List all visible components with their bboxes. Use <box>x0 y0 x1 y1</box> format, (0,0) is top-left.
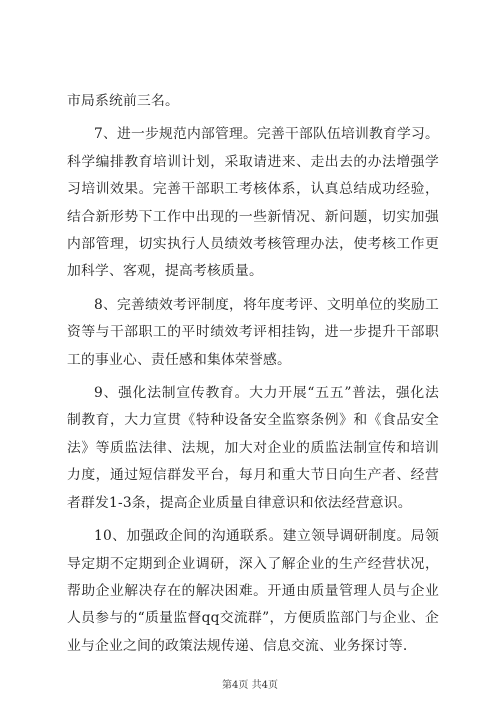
paragraph-item-9: 9、强化法制宣传教育。大力开展“五五”普法，强化法制教育，大力宣贯《特种设备安全监察条例》和《食品安全法》等质监法律、法规，加大对企业的质监法制宣传和培训力度，通过短信群发平台，每月和重大节日向生产者、经营者群发1-3条，提高企业质量自律意识和依法经营意识。 <box>67 385 439 511</box>
paragraph-item-8: 8、完善绩效考评制度，将年度考评、文明单位的奖励工资等与干部职工的平时绩效考评相挂钩，进一步提升干部职工的事业心、责任感和集体荣誉感。 <box>67 296 439 368</box>
page-footer: 第4页 共4页 <box>222 680 278 691</box>
paragraph-item-7: 7、进一步规范内部管理。完善干部队伍培训教育学习。科学编排教育培训计划，采取请进来、走出去的办法增强学习培训效果。完善干部职工考核体系，认真总结成功经验，结合新形势下工作中出现的一些新情况、新问题，切实加强内部管理，切实执行人员绩效考核管理办法，使考核工作更加科学、客观，提高考核质量。 <box>67 126 439 280</box>
paragraph-item-10: 10、加强政企间的沟通联系。建立领导调研制度。局领导定期不定期到企业调研，深入了解企业的生产经营状况，帮助企业解决存在的解决困难。开通由质量管理人员与企业人员参与的“质量监督qq交流群”，方便质监部门与企业、企业与企业之间的政策法规传递、信息交流、业务探讨等. <box>67 528 439 654</box>
document-body <box>67 88 439 666</box>
paragraph-continuation: 市局系统前三名。 <box>67 93 179 109</box>
